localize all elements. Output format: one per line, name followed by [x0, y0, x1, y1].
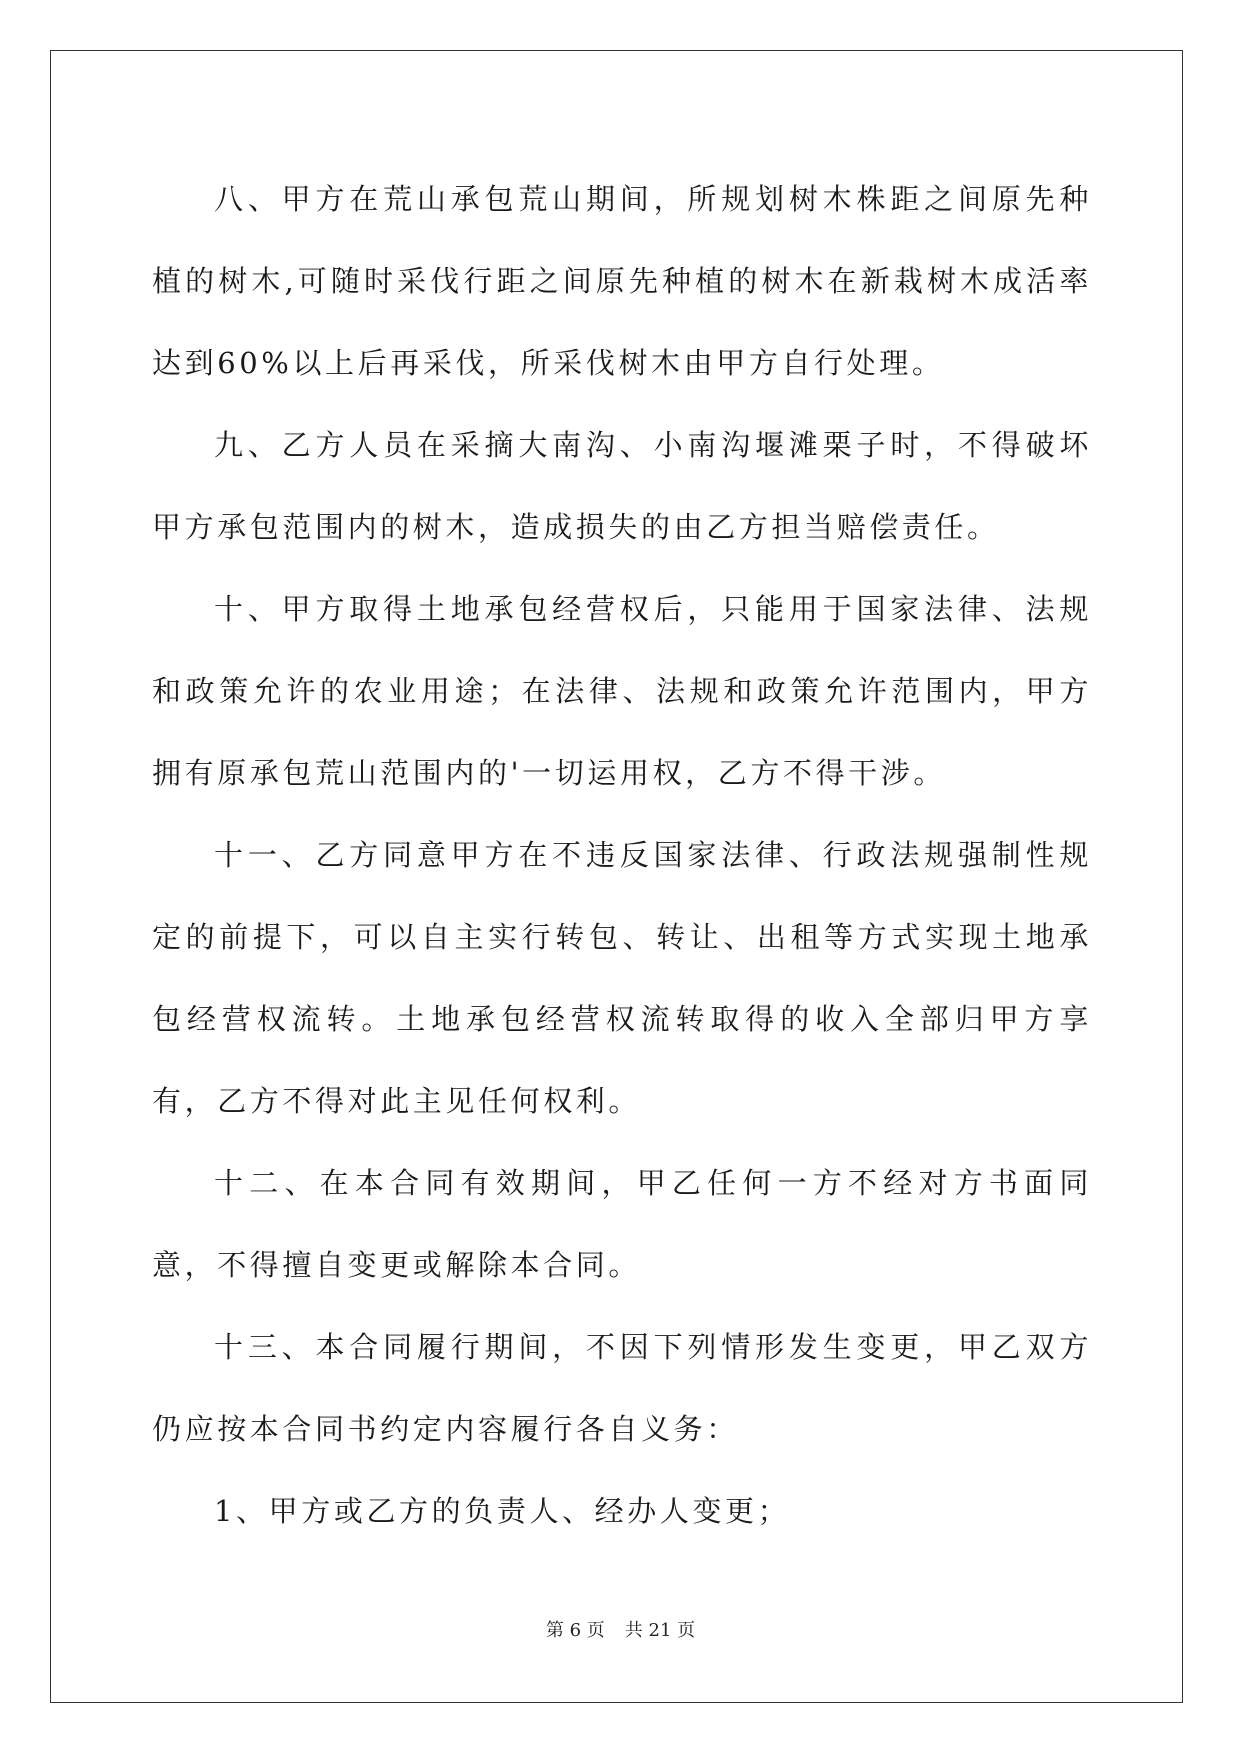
paragraph-item-1: 1、甲方或乙方的负责人、经办人变更；: [214, 1494, 791, 1528]
paragraph-clause-9: 九、乙方人员在采摘大南沟、小南沟堰滩栗子时，不得破坏甲方承包范围内的树木，造成损失的由乙方担当赔偿责任。: [152, 428, 1092, 544]
paragraph-clause-13: 十三、本合同履行期间，不因下列情形发生变更，甲乙双方仍应按本合同书约定内容履行各自义务：: [152, 1330, 1092, 1446]
paragraph-clause-10: 十、甲方取得土地承包经营权后，只能用于国家法律、法规和政策允许的农业用途；在法律、法规和政策允许范围内，甲方拥有原承包荒山范围内的'一切运用权，乙方不得干涉。: [152, 592, 1092, 790]
page-number: 第 6 页: [545, 1620, 605, 1641]
paragraph-clause-8: 八、甲方在荒山承包荒山期间，所规划树木株距之间原先种植的树木,可随时采伐行距之间原先种植的树木在新栽树木成活率达到60%以上后再采伐，所采伐树木由甲方自行处理。: [152, 182, 1092, 380]
paragraph-clause-11: 十一、乙方同意甲方在不违反国家法律、行政法规强制性规定的前提下，可以自主实行转包、转让、出租等方式实现土地承包经营权流转。土地承包经营权流转取得的收入全部归甲方享有，乙方不得对此主见任何权利。: [152, 838, 1092, 1118]
page-total: 共 21 页: [624, 1620, 696, 1641]
paragraph-clause-12: 十二、在本合同有效期间，甲乙任何一方不经对方书面同意，不得擅自变更或解除本合同。: [152, 1166, 1092, 1282]
document-body: [152, 158, 1092, 1552]
page-footer: [0, 1616, 1241, 1642]
